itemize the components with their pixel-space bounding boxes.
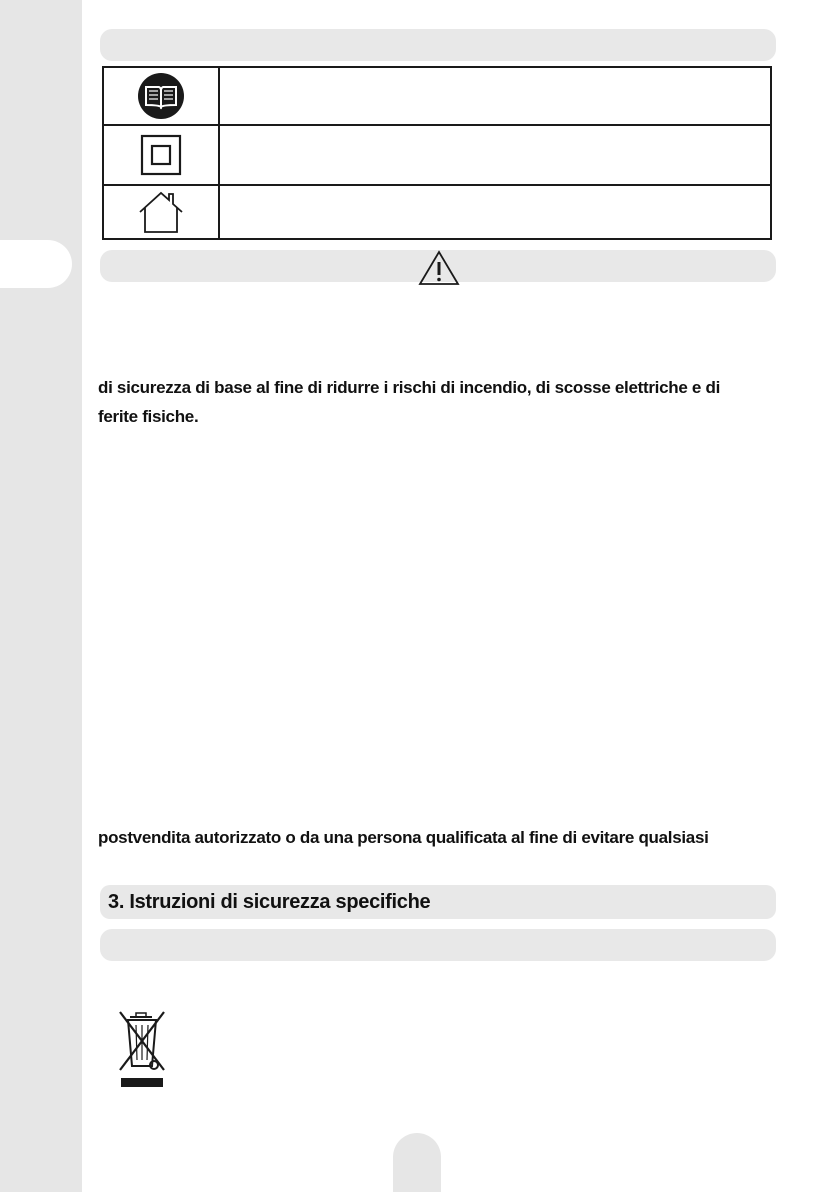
safety-text-line-2: ferite fisiche. xyxy=(98,407,199,426)
symbols-header-bar xyxy=(100,29,776,61)
symbol-row xyxy=(104,186,770,238)
section-heading-bar xyxy=(100,885,776,919)
indoor-use-icon xyxy=(136,190,186,234)
symbol-row xyxy=(104,126,770,186)
safety-text-line-1: di sicurezza di base al fine di ridurre i rischi di incendio, di scosse elettriche e di xyxy=(98,378,720,397)
weee-crossed-bin-icon xyxy=(112,1008,172,1090)
service-text-line: postvendita autorizzato o da una persona qualificata al fine di evitare qualsiasi xyxy=(98,828,709,847)
side-tab xyxy=(0,240,72,288)
disposal-header-bar xyxy=(100,929,776,961)
symbol-description xyxy=(220,68,770,124)
symbol-row xyxy=(104,68,770,126)
read-manual-icon xyxy=(137,72,185,120)
double-insulation-icon xyxy=(139,133,183,177)
warning-triangle-icon xyxy=(418,250,460,286)
symbol-description xyxy=(220,126,770,184)
side-strip xyxy=(0,0,82,1192)
page-number-tab xyxy=(393,1133,441,1192)
warning-bar xyxy=(100,250,776,282)
symbol-description xyxy=(220,186,770,238)
symbols-table xyxy=(102,66,772,240)
section-title: 3. Istruzioni di sicurezza specifiche xyxy=(108,891,431,913)
